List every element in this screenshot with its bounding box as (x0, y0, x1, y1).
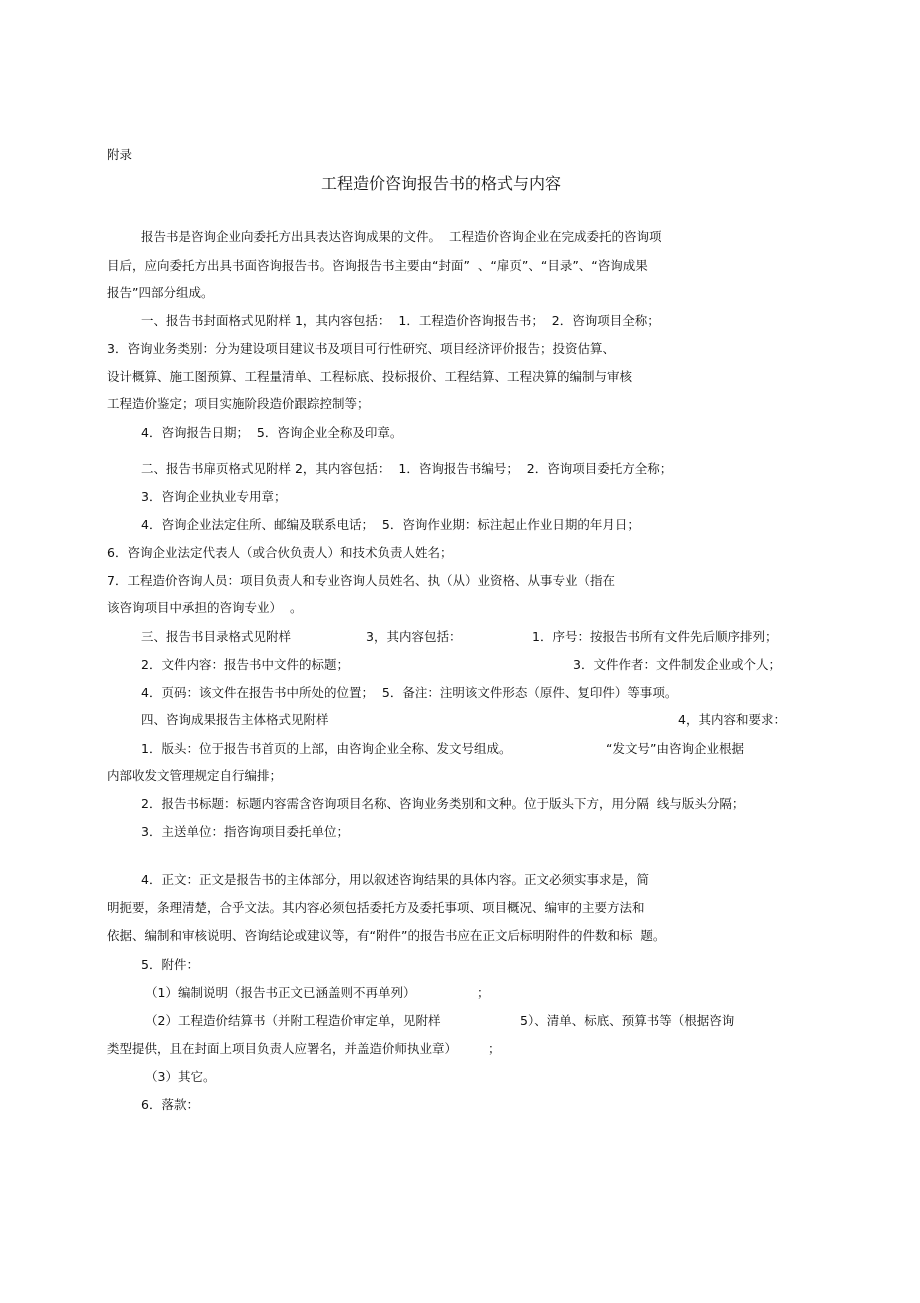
page-title: 工程造价咨询报告书的格式与内容 (321, 174, 562, 193)
paragraph-line: 报告”四部分组成。 (107, 285, 214, 300)
paragraph-line: （2）工程造价结算书（并附工程造价审定单，见附样 (145, 1013, 441, 1028)
paragraph-line: 明扼要，条理清楚，合乎文法。其内容必须包括委托方及委托事项、项目概况、编审的主要方法和 (107, 900, 645, 915)
paragraph-line: 设计概算、施工图预算、工程量清单、工程标底、投标报价、工程结算、工程决算的编制与审核 (107, 369, 633, 384)
paragraph-line: ； (488, 1041, 501, 1056)
paragraph-line: 5）、清单、标底、预算书等（根据咨询 (520, 1013, 735, 1028)
paragraph-line: 4．正文：正文是报告书的主体部分，用以叙述咨询结果的具体内容。正文必须实事求是，简 (141, 872, 649, 887)
paragraph-line: 1．序号：按报告书所有文件先后顺序排列； (532, 629, 778, 644)
paragraph-line: ； (477, 985, 490, 1000)
paragraph-line: 四、咨询成果报告主体格式见附样 (141, 712, 329, 727)
paragraph-line: 2．文件内容：报告书中文件的标题； (141, 657, 349, 672)
paragraph-line: 3．文件作者：文件制发企业或个人； (573, 657, 781, 672)
paragraph-line: 类型提供，且在封面上项目负责人应署名，并盖造价师执业章） (107, 1041, 458, 1056)
paragraph-line: 3．咨询业务类别：分为建设项目建议书及项目可行性研究、项目经济评价报告；投资估算、 (107, 341, 615, 356)
paragraph-line: 该咨询项目中承担的咨询专业） 。 (107, 600, 303, 615)
paragraph-line: 二、报告书扉页格式见附样 2，其内容包括： 1．咨询报告书编号； 2．咨询项目委托方全称； (141, 461, 673, 476)
paragraph-line: 4．咨询报告日期； 5．咨询企业全称及印章。 (141, 425, 403, 440)
paragraph-line: 4．咨询企业法定住所、邮编及联系电话； 5．咨询作业期：标注起止作业日期的年月日； (141, 517, 640, 532)
paragraph-line: 3，其内容包括： (366, 629, 462, 644)
paragraph-line: 内部收发文管理规定自行编排； (107, 768, 283, 783)
paragraph-line: 工程造价鉴定；项目实施阶段造价跟踪控制等； (107, 396, 370, 411)
paragraph-line: “发文号”由咨询企业根据 (606, 741, 744, 756)
paragraph-line: 4．页码：该文件在报告书中所处的位置； 5．备注：注明该文件形态（原件、复印件）等事项。 (141, 685, 678, 700)
paragraph-line: 2．报告书标题：标题内容需含咨询项目名称、咨询业务类别和文种。位于版头下方，用分隔 线与版头分隔； (141, 796, 745, 811)
paragraph-line: 6．落款： (141, 1097, 199, 1112)
paragraph-line: 4，其内容和要求： (678, 712, 786, 727)
paragraph-line: 3．主送单位：指咨询项目委托单位； (141, 824, 349, 839)
paragraph-line: （3）其它。 (145, 1069, 216, 1084)
paragraph-line: 6．咨询企业法定代表人（或合伙负责人）和技术负责人姓名； (107, 545, 453, 560)
paragraph-line: 一、报告书封面格式见附样 1，其内容包括： 1．工程造价咨询报告书； 2．咨询项目全称； (141, 313, 660, 328)
paragraph-line: 7．工程造价咨询人员：项目负责人和专业咨询人员姓名、执（从）业资格、从事专业（指在 (107, 573, 615, 588)
paragraph-line: 报告书是咨询企业向委托方出具表达咨询成果的文件。 工程造价咨询企业在完成委托的咨询项 (141, 229, 662, 244)
paragraph-line: 3．咨询企业执业专用章； (141, 489, 287, 504)
appendix-label: 附录 (107, 147, 133, 162)
paragraph-line: 依据、编制和审核说明、咨询结论或建议等，有“附件”的报告书应在正文后标明附件的件数和标 题。 (107, 928, 666, 943)
paragraph-line: 三、报告书目录格式见附样 (141, 629, 292, 644)
paragraph-line: （1）编制说明（报告书正文已涵盖则不再单列） (145, 985, 416, 1000)
paragraph-line: 1．版头：位于报告书首页的上部，由咨询企业全称、发文号组成。 (141, 741, 512, 756)
paragraph-line: 5．附件： (141, 957, 199, 972)
paragraph-line: 目后，应向委托方出具书面咨询报告书。咨询报告书主要由“封面” 、“扉页”、“目录”、“咨询成果 (107, 258, 648, 273)
